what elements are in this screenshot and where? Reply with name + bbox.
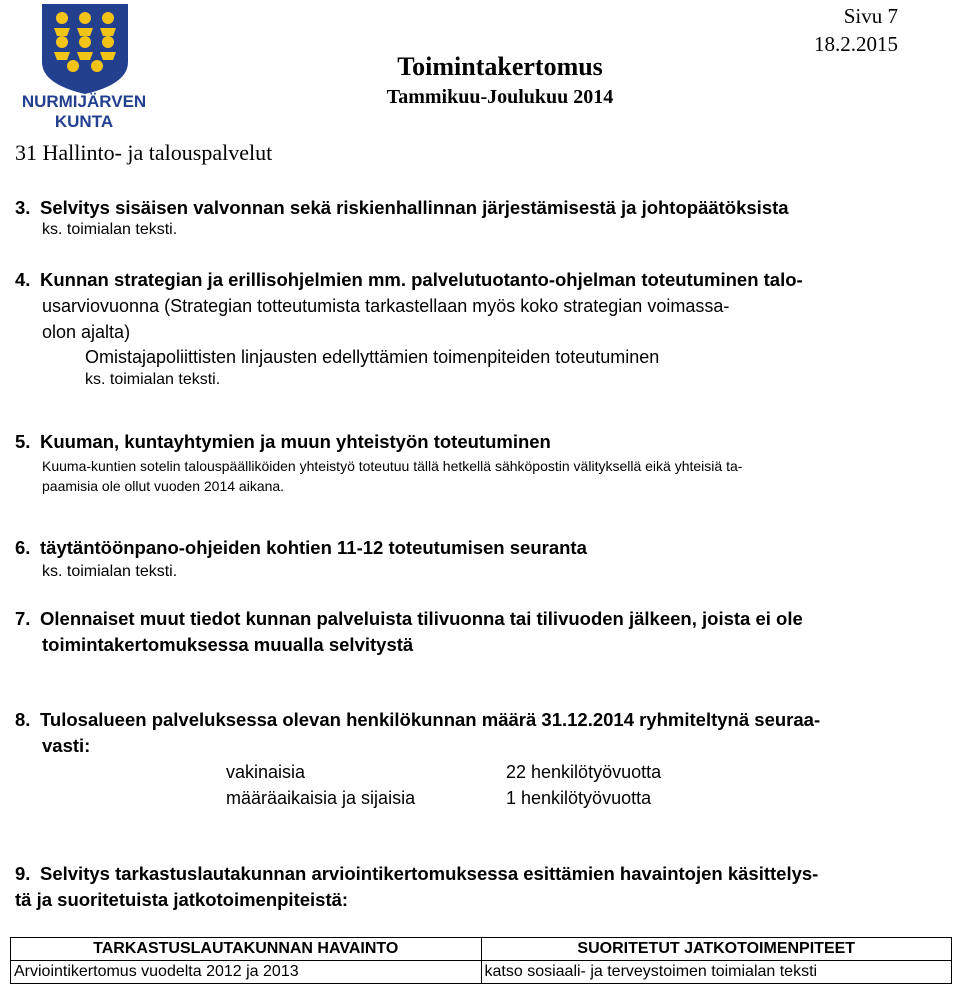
section-9-heading bbox=[15, 862, 818, 886]
section-number: 7. bbox=[15, 608, 31, 629]
table-row bbox=[11, 961, 952, 984]
section-title: Kuuman, kuntayhtymien ja muun yhteistyön toteutuminen bbox=[40, 431, 551, 452]
section-9-heading-line2: tä ja suoritetuista jatkotoimenpiteistä: bbox=[15, 889, 349, 910]
logo-text bbox=[20, 92, 148, 132]
page-info bbox=[814, 2, 898, 58]
section-title-line1: Selvitys tarkastuslautakunnan arviointikertomuksessa esittämien havaintojen käsittelys- bbox=[40, 863, 819, 884]
section-3-heading bbox=[15, 196, 789, 220]
section-4-subheading: Omistajapoliittisten linjausten edellyttämien toimenpiteiden toteutuminen bbox=[85, 347, 660, 367]
section-number: 6. bbox=[15, 537, 31, 558]
section-6-text: ks. toimialan teksti. bbox=[42, 563, 178, 580]
section-number: 5. bbox=[15, 431, 31, 452]
section-6-heading bbox=[15, 536, 587, 560]
table-header-findings: TARKASTUSLAUTAKUNNAN HAVAINTO bbox=[11, 938, 482, 961]
section-4-heading-line3: olon ajalta) bbox=[42, 322, 131, 342]
section-4-text: ks. toimialan teksti. bbox=[85, 371, 221, 388]
section-4-heading-line2: usarviovuonna (Strategian totteutumista tarkastellaan myös koko strategian voimassa- bbox=[42, 296, 730, 316]
section-number: 4. bbox=[15, 269, 31, 290]
page-number: Sivu 7 bbox=[843, 4, 898, 28]
section-8-heading-line2: vasti: bbox=[42, 735, 91, 756]
logo-line1: NURMIJÄRVEN bbox=[21, 92, 147, 111]
section-7-heading-line2: toimintakertomuksessa muualla selvitystä bbox=[42, 634, 414, 655]
staff-temporary-label: määräaikaisia ja sijaisia bbox=[226, 788, 416, 808]
section-4-heading bbox=[15, 268, 803, 292]
document-date: 18.2.2015 bbox=[814, 32, 898, 56]
table-cell-action: katso sosiaali- ja terveystoimen toimialan teksti bbox=[481, 961, 952, 984]
section-number: 8. bbox=[15, 709, 31, 730]
section-title: täytäntöönpano-ohjeiden kohtien 11-12 toteutumisen seuranta bbox=[40, 537, 587, 558]
section-title-line1: Kunnan strategian ja erillisohjelmien mm. palvelutuotanto-ohjelman toteutuminen talo- bbox=[40, 269, 803, 290]
document-period: Tammikuu-Joulukuu 2014 bbox=[386, 86, 614, 108]
staff-temporary-value: 1 henkilötyövuotta bbox=[506, 788, 652, 808]
table-cell-finding: Arviointikertomus vuodelta 2012 ja 2013 bbox=[11, 961, 482, 984]
section-title: Selvitys sisäisen valvonnan sekä riskienhallinnan järjestämisestä ja johtopäätöksista bbox=[40, 197, 789, 218]
table-header-row bbox=[11, 938, 952, 961]
staff-permanent-label: vakinaisia bbox=[226, 762, 306, 782]
table-header-actions: SUORITETUT JATKOTOIMENPITEET bbox=[481, 938, 952, 961]
unit-name: 31 Hallinto- ja talouspalvelut bbox=[15, 140, 273, 165]
section-3-text: ks. toimialan teksti. bbox=[42, 221, 178, 238]
staff-permanent-value: 22 henkilötyövuotta bbox=[506, 762, 662, 782]
section-title-line1: Olennaiset muut tiedot kunnan palveluista tilivuonna tai tilivuoden jälkeen, joista ei ole bbox=[40, 608, 803, 629]
section-number: 3. bbox=[15, 197, 31, 218]
section-5-text-line2: paamisia ole ollut vuoden 2014 aikana. bbox=[42, 478, 285, 494]
findings-table bbox=[10, 937, 952, 984]
section-7-heading bbox=[15, 607, 803, 631]
section-number: 9. bbox=[15, 863, 31, 884]
section-title-line1: Tulosalueen palveluksessa olevan henkilökunnan määrä 31.12.2014 ryhmiteltynä seuraa- bbox=[40, 709, 821, 730]
logo-line2: KUNTA bbox=[54, 112, 114, 131]
section-5-text-line1: Kuuma-kuntien sotelin talouspäälliköiden yhteistyö toteutuu tällä hetkellä sähköpostin välityksellä eikä yhteisiä ta- bbox=[42, 458, 743, 474]
section-8-heading bbox=[15, 708, 820, 732]
section-5-heading bbox=[15, 430, 551, 454]
document-title: Toimintakertomus bbox=[397, 52, 603, 81]
